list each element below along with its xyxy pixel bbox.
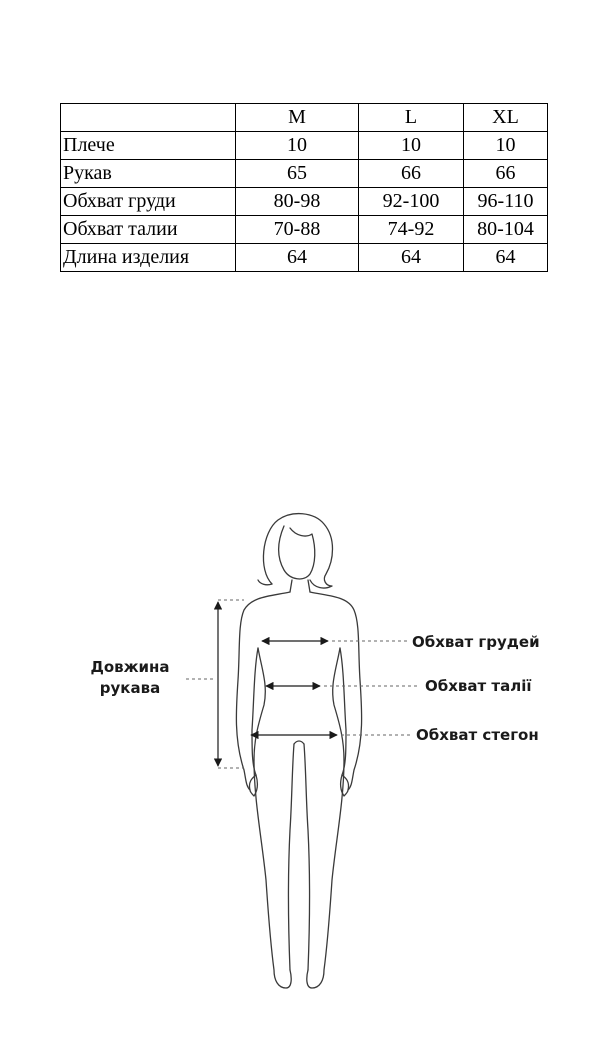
cell-value: 10 xyxy=(359,132,464,160)
table-row xyxy=(61,188,548,216)
cell-value: 66 xyxy=(359,160,464,188)
hips-label: Обхват стегон xyxy=(416,726,539,744)
cell-value: 65 xyxy=(236,160,359,188)
table-row xyxy=(61,244,548,272)
table-row xyxy=(61,160,548,188)
row-label: Обхват талии xyxy=(61,216,236,244)
cell-value: 64 xyxy=(359,244,464,272)
row-label: Плече xyxy=(61,132,236,160)
body-measurement-diagram xyxy=(0,500,600,1000)
cell-value: 64 xyxy=(464,244,548,272)
cell-value: 92-100 xyxy=(359,188,464,216)
header-size-l: L xyxy=(359,104,464,132)
table-corner-cell xyxy=(61,104,236,132)
row-label: Обхват груди xyxy=(61,188,236,216)
header-size-m: M xyxy=(236,104,359,132)
cell-value: 80-104 xyxy=(464,216,548,244)
row-label: Длина изделия xyxy=(61,244,236,272)
table-row xyxy=(61,132,548,160)
waist-label: Обхват талії xyxy=(425,677,532,695)
table-row xyxy=(61,216,548,244)
cell-value: 66 xyxy=(464,160,548,188)
cell-value: 70-88 xyxy=(236,216,359,244)
cell-value: 64 xyxy=(236,244,359,272)
chest-label: Обхват грудей xyxy=(412,633,540,651)
row-label: Рукав xyxy=(61,160,236,188)
sleeve-length-label-line2: рукава xyxy=(99,679,161,697)
cell-value: 10 xyxy=(464,132,548,160)
cell-value: 96-110 xyxy=(464,188,548,216)
size-table xyxy=(60,103,548,272)
table-header-row xyxy=(61,104,548,132)
header-size-xl: XL xyxy=(464,104,548,132)
cell-value: 10 xyxy=(236,132,359,160)
woman-silhouette-icon xyxy=(236,514,361,988)
cell-value: 80-98 xyxy=(236,188,359,216)
cell-value: 74-92 xyxy=(359,216,464,244)
sleeve-length-label-line1: Довжина xyxy=(90,658,170,676)
sleeve-length-indicator xyxy=(186,600,244,768)
